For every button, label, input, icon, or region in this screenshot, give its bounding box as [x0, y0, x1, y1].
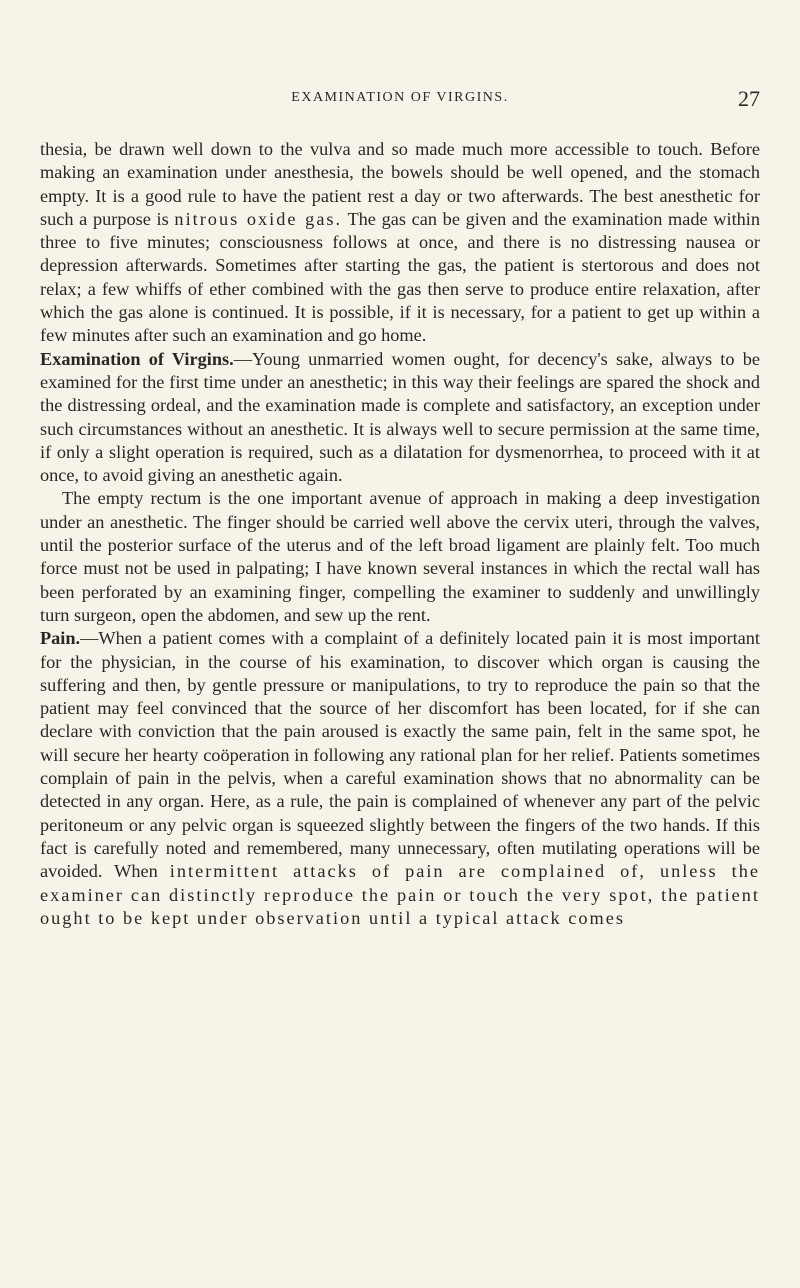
section-heading: Examination of Virgins.: [40, 348, 234, 369]
paragraph-examination-of-virgins: [40, 348, 760, 488]
running-head: [40, 86, 760, 112]
emphasized-text: nitrous oxide gas.: [174, 208, 343, 229]
body-text: [40, 138, 760, 930]
page-number: 27: [738, 86, 760, 111]
paragraph-text: The empty rectum is the one important avenue of approach in making a deep investigation under an anesthetic. The finger should be carried well above the cervix uteri, through the valves, until the posterior surface of the uterus and of the left broad ligament are plainly felt. Too much force must not be used in palpating; I have known several instances in which the rectal wall has been perforated by an examining finger, compelling the examiner to suddenly and unwillingly turn surgeon, open the abdomen, and sew up the rent.: [40, 488, 760, 625]
paragraph-text: —When a patient comes with a complaint of a definitely located pain it is most important for the physician, in the course of his examination, to discover which organ is causing the suffering and then, by gentle pressure or manipulations, to try to reproduce the pain so that the patient may feel convinced that the source of her discomfort has been located, for if she can declare with conviction that the pain aroused is exactly the same pain, felt in the same spot, he will secure her hearty coöperation in following any rational plan for her relief. Patients sometimes complain of pain in the pelvis, when a careful examination shows that no abnormality can be detected in any organ. Here, as a rule, the pain is complained of whenever any part of the pelvic peritoneum or any pelvic organ is squeezed slightly between the fingers of the two hands. If this fact is carefully noted and remembered, many unnecessary, often mutilating operations will be avoided. When: [40, 628, 760, 882]
section-heading: Pain.: [40, 628, 81, 649]
emphasized-text: intermittent attacks of pain are complained of, unless the examiner can distinctly reproduce the pain or touch the very spot, the patient ought to be kept under observation until a typical attack comes: [40, 861, 760, 928]
paragraph-text-continued: The gas can be given and the examination made within three to five minutes; consciousness follows at once, and there is no distressing nausea or depression afterwards. Sometimes after starting the gas, the patient is stertorous and does not relax; a few whiffs of ether combined with the gas then serve to produce entire relaxation, after which the gas alone is continued. It is possible, if it is necessary, for a patient to get up within a few minutes after such an examination and go home.: [40, 208, 761, 346]
chapter-running-title: EXAMINATION OF VIRGINS.: [291, 90, 509, 105]
paragraph-rectum: [40, 487, 760, 627]
paragraph-text: thesia, be drawn well down to the vulva and so made much more accessible to touch. Before making an examination under anesthesia, the bowels should be well opened, and the stomach empty. It is a good rule to have the patient rest a day or two afterwards. The best anesthetic for such a purpose is: [40, 139, 760, 229]
paragraph-pain: [40, 627, 760, 930]
paragraph-text: —Young unmarried women ought, for decency's sake, always to be examined for the first time under an anesthetic; in this way their feelings are spared the shock and the distressing ordeal, and the examination made is complete and satisfactory, an exception under such circumstances without an anesthetic. It is always well to secure permission at the same time, if only a slight operation is required, such as a dilatation for dysmenorrhea, to proceed with it at once, to avoid giving an anesthetic again.: [40, 348, 760, 486]
paragraph-continuation: [40, 138, 760, 348]
